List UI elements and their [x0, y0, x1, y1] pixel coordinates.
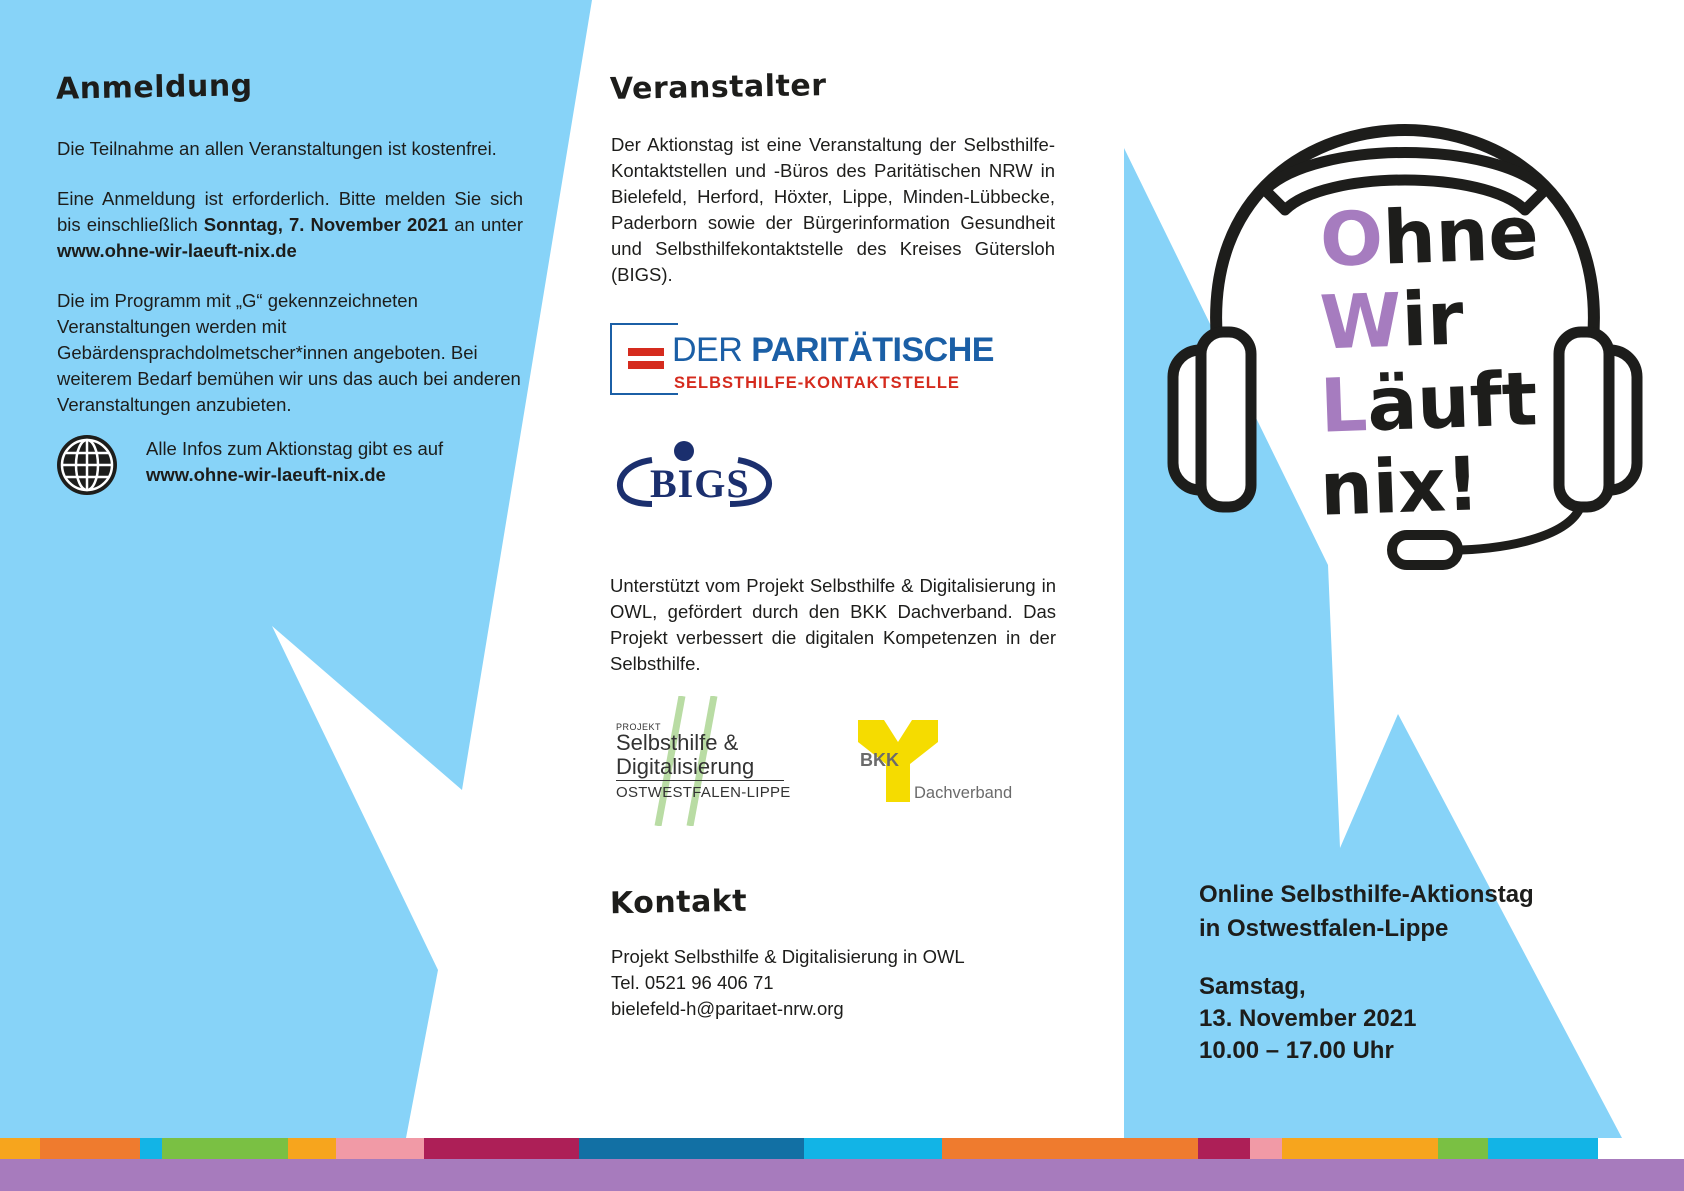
- stripe-segment: [1282, 1138, 1438, 1159]
- projekt-logo-line2: Digitalisierung: [616, 754, 755, 779]
- bigs-logo: [612, 438, 782, 518]
- info-url-link[interactable]: www.ohne-wir-laeuft-nix.de: [146, 464, 386, 485]
- veranstalter-text: Der Aktionstag ist eine Veranstaltung der Selbsthilfe-Kontaktstellen und -Büros des Paritätischen NRW in Bielefeld, Herford, Höxter, Lippe, Minden-Lübbecke, Paderborn sowie der Bürgerinformation Gesundheit und Selbsthilfekontaktstelle des Kreises Gütersloh (BIGS).: [611, 134, 1055, 285]
- owl-line-nix: nix!: [1318, 441, 1481, 533]
- info-label: Alle Infos zum Aktionstag gibt es auf: [146, 438, 444, 459]
- bottom-purple-bar: [0, 1159, 1684, 1191]
- paritaetische-logo-subtitle: SELBSTHILFE-KONTAKTSTELLE: [674, 374, 960, 392]
- owl-line-wir: Wir: [1318, 275, 1465, 367]
- stripe-segment: [942, 1138, 1198, 1159]
- color-stripe: [0, 1138, 1598, 1159]
- kontakt-email-link[interactable]: bielefeld-h@paritaet-nrw.org: [611, 998, 844, 1019]
- event-date: [1199, 971, 1416, 1067]
- stripe-segment: [140, 1138, 162, 1159]
- event-date-full: 13. November 2021: [1199, 1005, 1417, 1032]
- stripe-segment: [1198, 1138, 1250, 1159]
- paritaetische-logo: [610, 323, 994, 395]
- projekt-logo-rule: [616, 780, 784, 781]
- stripe-segment: [336, 1138, 424, 1159]
- paritaetische-logo-bar-top: [628, 348, 664, 356]
- registration-url-link[interactable]: www.ohne-wir-laeuft-nix.de: [57, 240, 297, 261]
- stripe-segment: [0, 1138, 40, 1159]
- paritaetische-logo-frame: [610, 323, 678, 395]
- projekt-logo-small: PROJEKT: [616, 722, 662, 732]
- kontakt-name: Projekt Selbsthilfe & Digitalisierung in OWL: [611, 946, 965, 967]
- paritaetische-logo-bar-bottom: [628, 361, 664, 369]
- kontakt-heading: Kontakt: [609, 883, 748, 922]
- event-title-line1: Online Selbsthilfe-Aktionstag: [1199, 881, 1534, 908]
- anmeldung-p2-before: Eine Anmeldung ist erforderlich. Bitte melden Sie sich bis einschließlich: [57, 188, 523, 235]
- event-title: [1199, 878, 1534, 946]
- veranstalter-heading: Veranstalter: [609, 68, 827, 107]
- stripe-segment: [804, 1138, 942, 1159]
- stripe-segment: [1488, 1138, 1598, 1159]
- event-title-line2: in Ostwestfalen-Lippe: [1199, 915, 1449, 942]
- info-text: [146, 436, 443, 488]
- projekt-logo-line1: Selbsthilfe &: [616, 730, 739, 755]
- owl-line-ohne: Ohne: [1318, 190, 1540, 284]
- paritaetische-logo-name: DER PARITÄTISCHE: [672, 331, 994, 369]
- projekt-selbsthilfe-logo: [616, 696, 791, 826]
- bkk-dachverband-logo: [858, 720, 1038, 802]
- bkk-logo-subtitle: Dachverband: [914, 784, 1013, 802]
- stripe-segment: [424, 1138, 579, 1159]
- anmeldung-p3: Die im Programm mit „G“ gekennzeichneten Veranstaltungen werden mit Gebärdensprachdolmetscher*innen angeboten. Bei weiterem Bedarf bemühen wir uns das auch bei anderen Veranstaltungen anzubieten.: [57, 290, 521, 415]
- registration-deadline: Sonntag, 7. November 2021: [203, 214, 449, 235]
- anmeldung-heading: Anmeldung: [55, 68, 253, 107]
- event-time: 10.00 – 17.00 Uhr: [1199, 1037, 1394, 1064]
- kontakt-phone[interactable]: Tel. 0521 96 406 71: [611, 972, 774, 993]
- anmeldung-p2: [57, 186, 523, 264]
- globe-icon: [55, 433, 119, 497]
- stripe-segment: [579, 1138, 804, 1159]
- bkk-logo-text: BKK: [860, 750, 899, 770]
- projekt-logo-line3: OSTWESTFALEN-LIPPE: [616, 784, 791, 801]
- support-text: Unterstützt vom Projekt Selbsthilfe & Digitalisierung in OWL, gefördert durch den BKK Dachverband. Das Projekt verbessert die digitalen Kompetenzen in der Selbsthilfe.: [610, 575, 1056, 674]
- stripe-segment: [162, 1138, 288, 1159]
- anmeldung-p2-after: an unter: [448, 214, 523, 235]
- stripe-segment: [1250, 1138, 1282, 1159]
- event-day: Samstag,: [1199, 973, 1306, 1000]
- anmeldung-text: [57, 136, 523, 442]
- stripe-segment: [40, 1138, 140, 1159]
- bigs-logo-text: BIGS: [650, 461, 750, 506]
- owl-line-laeuft: Läuft: [1318, 356, 1539, 450]
- stripe-segment: [1438, 1138, 1488, 1159]
- anmeldung-p1: Die Teilnahme an allen Veranstaltungen ist kostenfrei.: [57, 138, 497, 159]
- kontakt-text: [611, 944, 1061, 1022]
- stripe-segment: [288, 1138, 336, 1159]
